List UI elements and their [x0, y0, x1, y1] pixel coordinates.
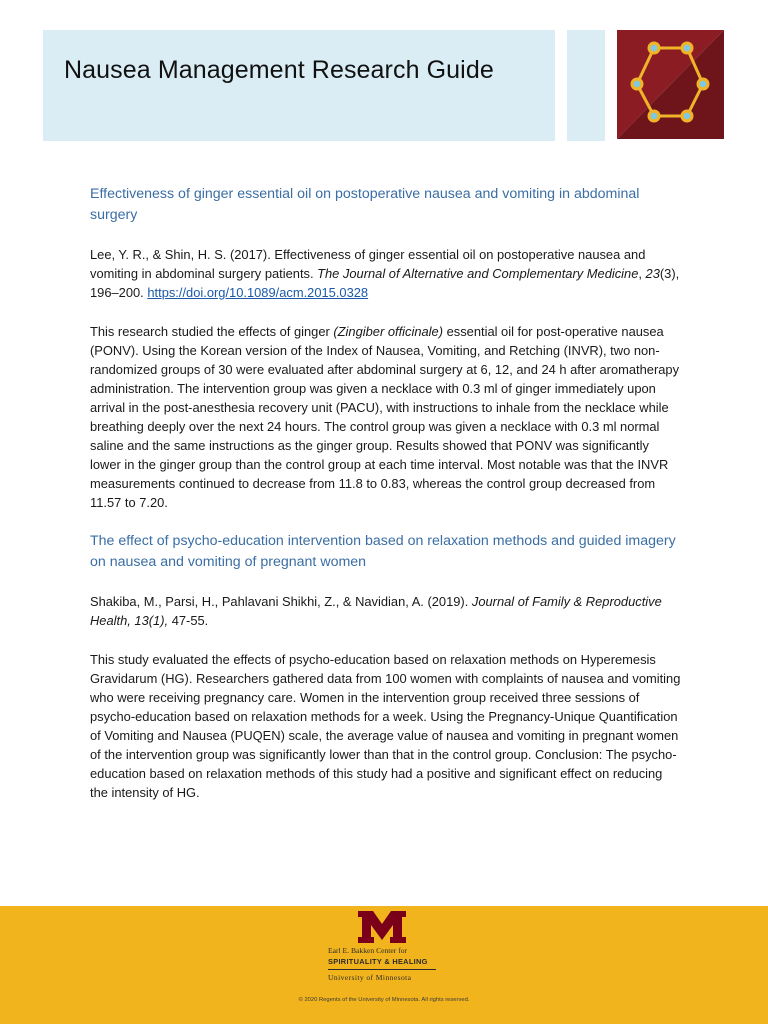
citation-pages: 47-55.	[168, 613, 209, 628]
citation	[90, 245, 682, 302]
citation-authors: Lee, Y. R., & Shin, H. S. (2017). Effectiveness of ginger essential oil on postoperative nausea and vomiting in abdominal surgery patients.	[90, 247, 646, 281]
article-content	[90, 184, 682, 821]
footer-band	[0, 906, 768, 1024]
citation	[90, 592, 682, 630]
species-name: (Zingiber officinale)	[333, 323, 444, 339]
citation-journal: The Journal of Alternative and Complementary Medicine	[317, 266, 639, 281]
copyright: © 2020 Regents of the University of Minnesota. All rights reserved.	[298, 997, 470, 1003]
summary-paragraph: This study evaluated the effects of psycho-education based on relaxation methods on Hyperemesis Gravidarum (HG). Researchers gathered data from 100 women with complaints of nausea and vomiting who were receiving pregnancy care. Women in the intervention group received three sessions of psycho-education based on relaxation methods for a week. Using the Pregnancy-Unique Quantification of Vomiting and Nausea (PUQEN) scale, the average value of nausea and vomiting in pregnant women of the intervention group was significantly lower than that in the control group. Conclusion: The psycho-education based on relaxation methods of this study had a positive and significant effect on reducing the intensity of HG.	[90, 651, 681, 800]
doi-link[interactable]: https://doi.org/10.1089/acm.2015.0328	[147, 285, 369, 300]
summary-intro: This research studied the effects of ginger	[90, 323, 334, 339]
header-spacer	[567, 30, 605, 141]
page-title: Nausea Management Research Guide	[64, 56, 494, 84]
summary-paragraph	[90, 322, 682, 512]
footer-divider	[328, 969, 436, 970]
citation-journal: Journal of Family & Reproductive Health, 13(1),	[90, 594, 662, 628]
citation-issue-pages: (3), 196–200.	[90, 266, 680, 300]
center-name-line1: Earl E. Bakken Center for	[328, 946, 408, 955]
section-title: The effect of psycho-education intervention based on relaxation methods and guided imagery on nausea and vomiting of pregnant women	[90, 533, 676, 570]
citation-volume: 23	[645, 266, 660, 281]
center-name-line2: SPIRITUALITY & HEALING	[328, 957, 428, 966]
summary-body: essential oil for post-operative nausea (PONV). Using the Korean version of the Index of Nausea, Vomiting, and Retching (INVR), two non- randomized groups of 30 were evaluated after abdominal surgery at 6, 12, and 24 h after aromatherapy administration. The intervention group was given a necklace with 0.3 ml of ginger immediately upon arrival in the post-anesthesia recovery unit (PACU), with instructions to inhale from the necklace while breathing deeply over the next 24 hours. The control group was given a necklace with 0.3 ml normal saline and the same instructions as the ginger group. Results showed that PONV was significantly lower in the ginger group than the control group at each time interval. Most notable was that the INVR measurements continued to decrease from 11.8 to 0.83, whereas the control group decreased from 11.57 to 7.20.	[90, 323, 680, 510]
header-band	[43, 30, 555, 141]
university-m-logo	[356, 911, 408, 943]
section-title: Effectiveness of ginger essential oil on postoperative nausea and vomiting in abdominal surgery	[90, 186, 640, 223]
citation-separator: ,	[638, 266, 646, 281]
citation-authors: Shakiba, M., Parsi, H., Pahlavani Shikhi, Z., & Navidian, A. (2019).	[90, 594, 472, 609]
molecule-ring-icon	[617, 30, 724, 139]
university-name: University of Minnesota	[328, 973, 412, 982]
